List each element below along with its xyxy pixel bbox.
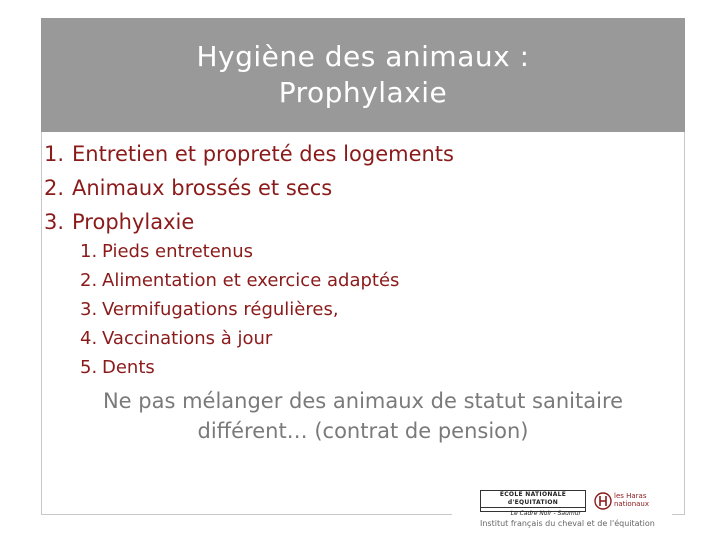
haras-logo-line-1: les Haras — [614, 492, 647, 500]
slide-title-line-1: Hygiène des animaux : — [196, 40, 530, 73]
haras-seal-icon — [594, 490, 612, 512]
sub-list-item — [80, 238, 399, 267]
main-list-item — [44, 206, 454, 240]
sub-list-text: Vaccinations à jour — [102, 328, 273, 349]
note-line-2: différent… (contrat de pension) — [197, 419, 529, 443]
sub-list-item — [80, 354, 399, 383]
ecole-logo-line-1: ECOLE NATIONALE d'EQUITATION — [481, 491, 585, 508]
haras-nationaux-logo — [594, 488, 664, 516]
sub-list-item — [80, 296, 399, 325]
haras-logo-line-2: nationaux — [614, 500, 650, 508]
sub-list-number: 4. — [80, 328, 98, 349]
logo-caption: Institut français du cheval et de l'équitation — [480, 519, 655, 528]
sub-list-number: 5. — [80, 357, 98, 378]
sub-list-text: Vermifugations régulières, — [102, 299, 339, 320]
list-number: 1. — [44, 142, 65, 166]
list-number: 2. — [44, 176, 65, 200]
sub-list-text: Pieds entretenus — [102, 241, 254, 262]
title-bar — [41, 18, 685, 132]
ecole-logo-line-2: Le Cadre Noir - Saumur — [510, 510, 581, 517]
sub-list-text: Dents — [102, 357, 155, 378]
sub-list — [80, 238, 399, 383]
sub-list-number: 3. — [80, 299, 98, 320]
sub-list-text: Alimentation et exercice adaptés — [102, 270, 400, 291]
sub-list-item — [80, 325, 399, 354]
note-text — [48, 386, 678, 446]
slide-title-line-2: Prophylaxie — [278, 76, 448, 109]
main-list-item — [44, 138, 454, 172]
logo-area — [452, 486, 672, 536]
list-text: Prophylaxie — [72, 210, 195, 234]
sub-list-number: 2. — [80, 270, 98, 291]
haras-logo-text — [614, 492, 649, 508]
sub-list-number: 1. — [80, 241, 98, 262]
ecole-nationale-logo — [480, 490, 586, 517]
note-line-1: Ne pas mélanger des animaux de statut sanitaire — [102, 389, 624, 413]
sub-list-item — [80, 267, 399, 296]
list-number: 3. — [44, 210, 65, 234]
list-text: Animaux brossés et secs — [72, 176, 333, 200]
main-list — [44, 138, 454, 240]
main-list-item — [44, 172, 454, 206]
list-text: Entretien et propreté des logements — [72, 142, 454, 166]
